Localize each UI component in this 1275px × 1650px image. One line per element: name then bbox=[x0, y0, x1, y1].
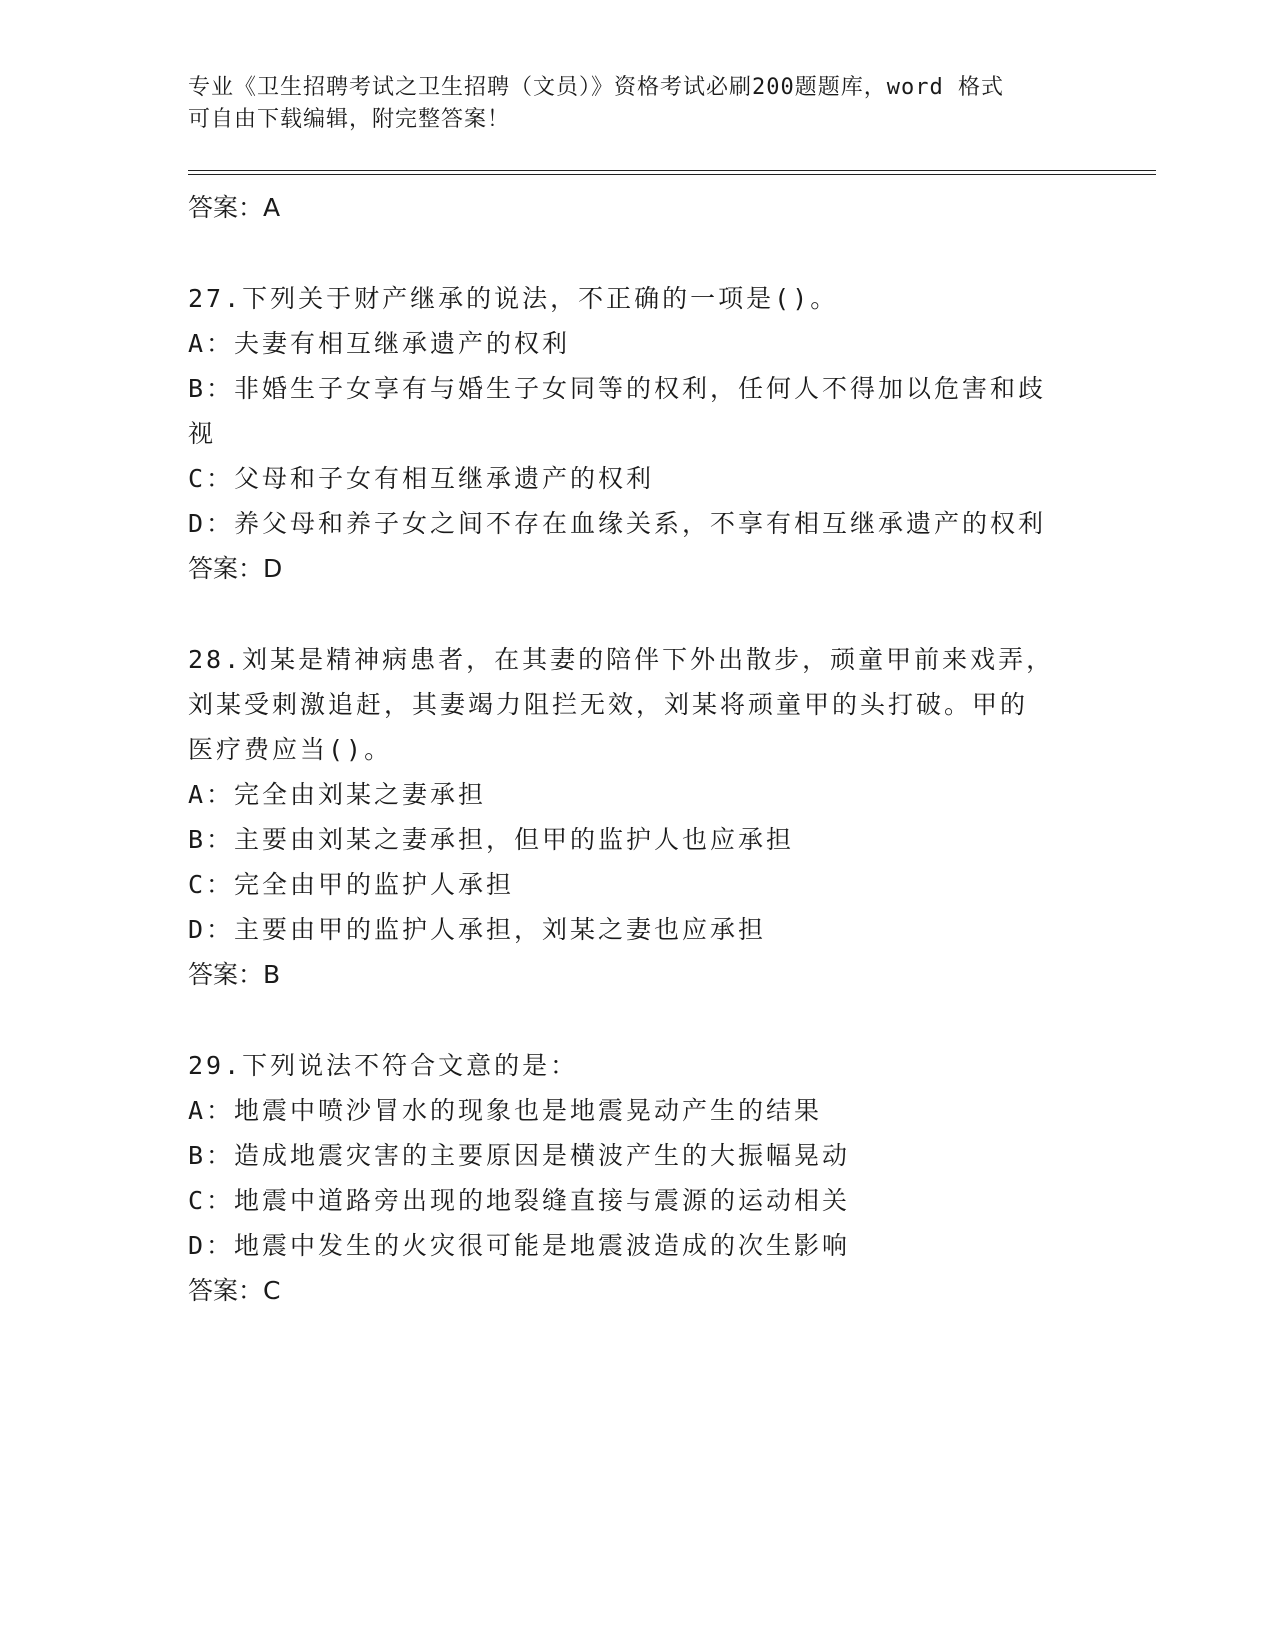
option-b: B：非婚生子女享有与婚生子女同等的权利，任何人不得加以危害和歧 bbox=[188, 374, 1047, 403]
question-stem: 29.下列说法不符合文意的是： bbox=[188, 1051, 579, 1080]
header-line-1: 专业《卫生招聘考试之卫生招聘（文员）》资格考试必刷200题题库，word 格式 bbox=[188, 75, 1004, 100]
header-line-2: 可自由下载编辑，附完整答案！ bbox=[188, 107, 511, 132]
header-rule-bottom bbox=[188, 174, 1156, 175]
option-a: A：夫妻有相互继承遗产的权利 bbox=[188, 329, 571, 358]
question-list bbox=[188, 185, 1088, 1313]
option-a: A：完全由刘某之妻承担 bbox=[188, 780, 487, 809]
question-item bbox=[188, 637, 1088, 997]
question-stem-continued: 刘某受刺激追赶，其妻竭力阻拦无效，刘某将顽童甲的头打破。甲的 bbox=[188, 690, 1029, 719]
option-c: C：地震中道路旁出现的地裂缝直接与震源的运动相关 bbox=[188, 1186, 851, 1215]
option-d: D：地震中发生的火灾很可能是地震波造成的次生影响 bbox=[188, 1231, 851, 1260]
question-item bbox=[188, 276, 1088, 591]
question-item bbox=[188, 1043, 1088, 1313]
question-stem-continued: 医疗费应当()。 bbox=[188, 735, 393, 764]
question-stem: 27.下列关于财产继承的说法，不正确的一项是()。 bbox=[188, 284, 839, 313]
answer-line: 答案：C bbox=[188, 1276, 281, 1305]
option-d: D：养父母和养子女之间不存在血缘关系，不享有相互继承遗产的权利 bbox=[188, 509, 1047, 538]
spacer bbox=[188, 230, 1088, 276]
spacer bbox=[188, 591, 1088, 637]
spacer bbox=[188, 997, 1088, 1043]
option-c: C：父母和子女有相互继承遗产的权利 bbox=[188, 464, 655, 493]
option-c: C：完全由甲的监护人承担 bbox=[188, 870, 515, 899]
option-b-continued: 视 bbox=[188, 419, 217, 448]
page-header bbox=[188, 72, 1088, 136]
option-b: B：主要由刘某之妻承担，但甲的监护人也应承担 bbox=[188, 825, 795, 854]
header-rule-top bbox=[188, 170, 1156, 171]
option-b: B：造成地震灾害的主要原因是横波产生的大振幅晃动 bbox=[188, 1141, 851, 1170]
question-stem: 28.刘某是精神病患者，在其妻的陪伴下外出散步，顽童甲前来戏弄， bbox=[188, 645, 1055, 674]
answer-line: 答案：D bbox=[188, 554, 283, 583]
answer-line: 答案：A bbox=[188, 193, 281, 222]
answer-line: 答案：B bbox=[188, 960, 281, 989]
option-a: A：地震中喷沙冒水的现象也是地震晃动产生的结果 bbox=[188, 1096, 823, 1125]
option-d: D：主要由甲的监护人承担，刘某之妻也应承担 bbox=[188, 915, 767, 944]
